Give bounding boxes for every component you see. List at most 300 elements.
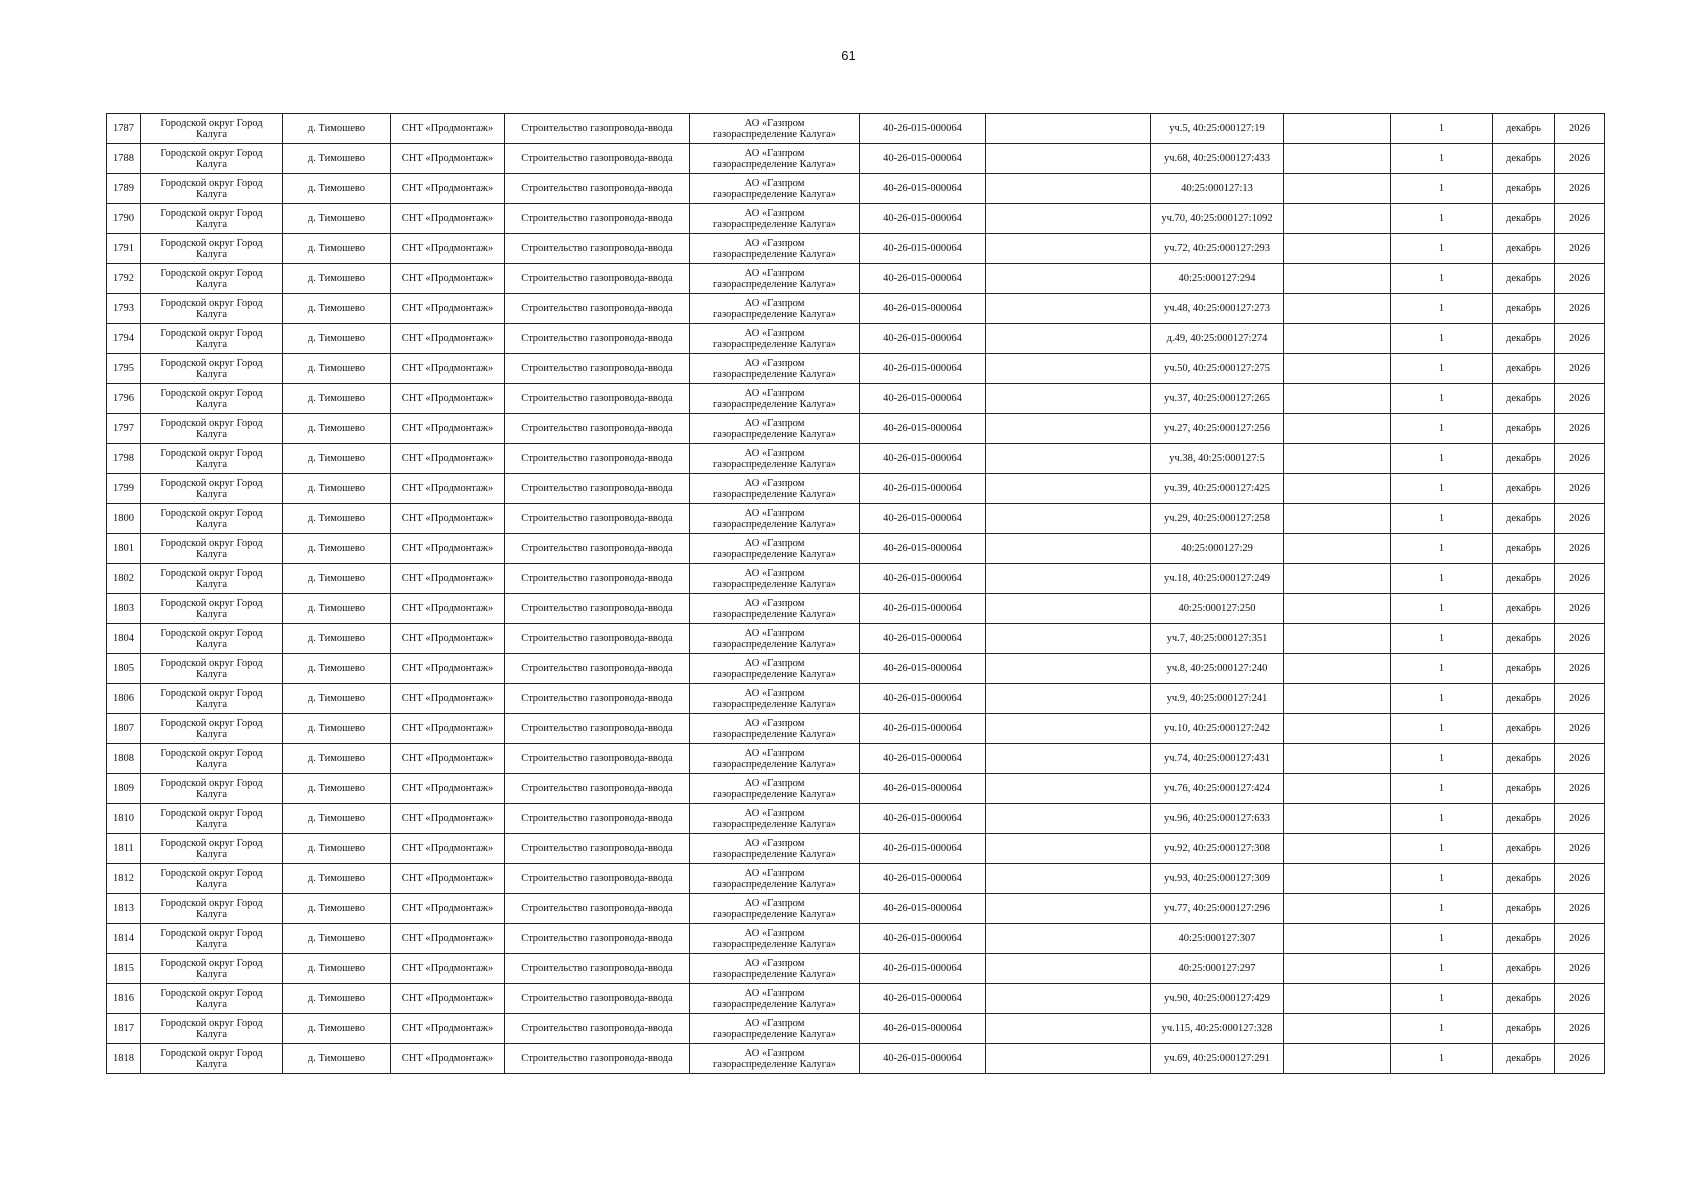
year-cell: 2026: [1555, 294, 1605, 324]
empty-cell: [1284, 1044, 1391, 1074]
district-cell-line1: Городской округ Город: [160, 867, 263, 879]
organization-cell: [690, 294, 860, 324]
work-type-cell: Строительство газопровода-ввода: [505, 624, 690, 654]
quantity-cell: 1: [1391, 1044, 1493, 1074]
quantity-cell: 1: [1391, 264, 1493, 294]
object-cell: СНТ «Продмонтаж»: [391, 864, 505, 894]
work-type-cell: Строительство газопровода-ввода: [505, 504, 690, 534]
program-code-cell: 40-26-015-000064: [860, 834, 986, 864]
work-type-cell: Строительство газопровода-ввода: [505, 444, 690, 474]
row-number-cell: 1796: [107, 384, 141, 414]
cadastral-number-cell: уч.48, 40:25:000127:273: [1151, 294, 1284, 324]
object-cell: СНТ «Продмонтаж»: [391, 924, 505, 954]
cadastral-number-cell: уч.69, 40:25:000127:291: [1151, 1044, 1284, 1074]
month-cell: декабрь: [1493, 984, 1555, 1014]
row-number-cell: 1810: [107, 804, 141, 834]
district-cell-line1: Городской округ Город: [160, 717, 263, 729]
organization-cell-line1: АО «Газпром: [744, 957, 805, 969]
district-cell-line1: Городской округ Город: [160, 387, 263, 399]
work-type-cell: Строительство газопровода-ввода: [505, 924, 690, 954]
empty-cell: [986, 384, 1151, 414]
cadastral-number-cell: уч.72, 40:25:000127:293: [1151, 234, 1284, 264]
table-row: [107, 564, 1605, 594]
object-cell: СНТ «Продмонтаж»: [391, 114, 505, 144]
settlement-cell: д. Тимошево: [283, 624, 391, 654]
district-cell-line2: Калуга: [195, 428, 228, 440]
quantity-cell: 1: [1391, 684, 1493, 714]
empty-cell: [1284, 534, 1391, 564]
table-row: [107, 504, 1605, 534]
quantity-cell: 1: [1391, 324, 1493, 354]
cadastral-number-cell: уч.93, 40:25:000127:309: [1151, 864, 1284, 894]
organization-cell-line1: АО «Газпром: [744, 1047, 805, 1059]
year-cell: 2026: [1555, 204, 1605, 234]
district-cell: [141, 324, 283, 354]
table-row: [107, 894, 1605, 924]
work-type-cell: Строительство газопровода-ввода: [505, 714, 690, 744]
month-cell: декабрь: [1493, 804, 1555, 834]
object-cell: СНТ «Продмонтаж»: [391, 324, 505, 354]
settlement-cell: д. Тимошево: [283, 474, 391, 504]
settlement-cell: д. Тимошево: [283, 654, 391, 684]
year-cell: 2026: [1555, 714, 1605, 744]
district-cell: [141, 564, 283, 594]
year-cell: 2026: [1555, 564, 1605, 594]
year-cell: 2026: [1555, 324, 1605, 354]
table-row: [107, 234, 1605, 264]
organization-cell: [690, 864, 860, 894]
district-cell-line2: Калуга: [195, 1028, 228, 1040]
district-cell-line1: Городской округ Город: [160, 747, 263, 759]
work-type-cell: Строительство газопровода-ввода: [505, 954, 690, 984]
program-code-cell: 40-26-015-000064: [860, 534, 986, 564]
district-cell: [141, 504, 283, 534]
empty-cell: [1284, 384, 1391, 414]
month-cell: декабрь: [1493, 504, 1555, 534]
settlement-cell: д. Тимошево: [283, 324, 391, 354]
year-cell: 2026: [1555, 984, 1605, 1014]
quantity-cell: 1: [1391, 144, 1493, 174]
program-code-cell: 40-26-015-000064: [860, 864, 986, 894]
district-cell: [141, 144, 283, 174]
district-cell: [141, 1014, 283, 1044]
row-number-cell: 1814: [107, 924, 141, 954]
organization-cell-line1: АО «Газпром: [744, 177, 805, 189]
row-number-cell: 1800: [107, 504, 141, 534]
settlement-cell: д. Тимошево: [283, 864, 391, 894]
district-cell: [141, 474, 283, 504]
object-cell: СНТ «Продмонтаж»: [391, 294, 505, 324]
cadastral-number-cell: уч.77, 40:25:000127:296: [1151, 894, 1284, 924]
empty-cell: [1284, 654, 1391, 684]
empty-cell: [1284, 954, 1391, 984]
table-row: [107, 144, 1605, 174]
quantity-cell: 1: [1391, 174, 1493, 204]
district-cell-line2: Калуга: [195, 1058, 228, 1070]
district-cell-line1: Городской округ Город: [160, 1017, 263, 1029]
work-type-cell: Строительство газопровода-ввода: [505, 594, 690, 624]
district-cell-line1: Городской округ Город: [160, 357, 263, 369]
district-cell-line2: Калуга: [195, 908, 228, 920]
organization-cell: [690, 114, 860, 144]
table-row: [107, 354, 1605, 384]
settlement-cell: д. Тимошево: [283, 504, 391, 534]
organization-cell-line1: АО «Газпром: [744, 597, 805, 609]
quantity-cell: 1: [1391, 504, 1493, 534]
empty-cell: [1284, 174, 1391, 204]
empty-cell: [1284, 924, 1391, 954]
work-type-cell: Строительство газопровода-ввода: [505, 354, 690, 384]
object-cell: СНТ «Продмонтаж»: [391, 144, 505, 174]
empty-cell: [1284, 294, 1391, 324]
program-code-cell: 40-26-015-000064: [860, 294, 986, 324]
program-code-cell: 40-26-015-000064: [860, 924, 986, 954]
organization-cell-line2: газораспределение Калуга»: [712, 728, 837, 740]
district-cell-line2: Калуга: [195, 788, 228, 800]
quantity-cell: 1: [1391, 774, 1493, 804]
object-cell: СНТ «Продмонтаж»: [391, 744, 505, 774]
organization-cell-line1: АО «Газпром: [744, 807, 805, 819]
work-type-cell: Строительство газопровода-ввода: [505, 834, 690, 864]
month-cell: декабрь: [1493, 144, 1555, 174]
empty-cell: [986, 684, 1151, 714]
organization-cell-line2: газораспределение Калуга»: [712, 758, 837, 770]
cadastral-number-cell: уч.29, 40:25:000127:258: [1151, 504, 1284, 534]
district-cell-line1: Городской округ Город: [160, 327, 263, 339]
district-cell-line2: Калуга: [195, 368, 228, 380]
organization-cell: [690, 264, 860, 294]
program-code-cell: 40-26-015-000064: [860, 264, 986, 294]
empty-cell: [986, 204, 1151, 234]
row-number-cell: 1793: [107, 294, 141, 324]
row-number-cell: 1804: [107, 624, 141, 654]
year-cell: 2026: [1555, 654, 1605, 684]
object-cell: СНТ «Продмонтаж»: [391, 984, 505, 1014]
work-type-cell: Строительство газопровода-ввода: [505, 534, 690, 564]
empty-cell: [1284, 504, 1391, 534]
row-number-cell: 1791: [107, 234, 141, 264]
quantity-cell: 1: [1391, 564, 1493, 594]
year-cell: 2026: [1555, 1044, 1605, 1074]
cadastral-number-cell: уч.76, 40:25:000127:424: [1151, 774, 1284, 804]
district-cell-line2: Калуга: [195, 458, 228, 470]
table-row: [107, 534, 1605, 564]
object-cell: СНТ «Продмонтаж»: [391, 654, 505, 684]
empty-cell: [1284, 324, 1391, 354]
table-row: [107, 684, 1605, 714]
row-number-cell: 1794: [107, 324, 141, 354]
quantity-cell: 1: [1391, 444, 1493, 474]
organization-cell-line2: газораспределение Калуга»: [712, 278, 837, 290]
organization-cell: [690, 204, 860, 234]
organization-cell-line2: газораспределение Калуга»: [712, 848, 837, 860]
empty-cell: [986, 264, 1151, 294]
district-cell: [141, 864, 283, 894]
table-row: [107, 924, 1605, 954]
settlement-cell: д. Тимошево: [283, 444, 391, 474]
row-number-cell: 1818: [107, 1044, 141, 1074]
organization-cell: [690, 624, 860, 654]
district-cell-line1: Городской округ Город: [160, 987, 263, 999]
quantity-cell: 1: [1391, 954, 1493, 984]
empty-cell: [1284, 444, 1391, 474]
table-row: [107, 984, 1605, 1014]
organization-cell-line2: газораспределение Калуга»: [712, 548, 837, 560]
organization-cell-line2: газораспределение Калуга»: [712, 128, 837, 140]
settlement-cell: д. Тимошево: [283, 984, 391, 1014]
month-cell: декабрь: [1493, 174, 1555, 204]
month-cell: декабрь: [1493, 714, 1555, 744]
empty-cell: [986, 924, 1151, 954]
program-code-cell: 40-26-015-000064: [860, 684, 986, 714]
row-number-cell: 1808: [107, 744, 141, 774]
object-cell: СНТ «Продмонтаж»: [391, 474, 505, 504]
month-cell: декабрь: [1493, 234, 1555, 264]
organization-cell: [690, 444, 860, 474]
table-row: [107, 264, 1605, 294]
year-cell: 2026: [1555, 504, 1605, 534]
cadastral-number-cell: уч.38, 40:25:000127:5: [1151, 444, 1284, 474]
organization-cell-line1: АО «Газпром: [744, 477, 805, 489]
object-cell: СНТ «Продмонтаж»: [391, 894, 505, 924]
program-code-cell: 40-26-015-000064: [860, 474, 986, 504]
organization-cell-line1: АО «Газпром: [744, 657, 805, 669]
district-cell-line2: Калуга: [195, 968, 228, 980]
month-cell: декабрь: [1493, 894, 1555, 924]
empty-cell: [1284, 594, 1391, 624]
settlement-cell: д. Тимошево: [283, 264, 391, 294]
organization-cell: [690, 174, 860, 204]
organization-cell-line2: газораспределение Калуга»: [712, 608, 837, 620]
program-code-cell: 40-26-015-000064: [860, 654, 986, 684]
year-cell: 2026: [1555, 954, 1605, 984]
organization-cell-line1: АО «Газпром: [744, 537, 805, 549]
organization-cell: [690, 534, 860, 564]
organization-cell: [690, 504, 860, 534]
row-number-cell: 1812: [107, 864, 141, 894]
district-cell-line2: Калуга: [195, 728, 228, 740]
organization-cell-line2: газораспределение Калуга»: [712, 368, 837, 380]
organization-cell-line1: АО «Газпром: [744, 687, 805, 699]
district-cell-line2: Калуга: [195, 398, 228, 410]
quantity-cell: 1: [1391, 924, 1493, 954]
district-cell: [141, 654, 283, 684]
quantity-cell: 1: [1391, 534, 1493, 564]
object-cell: СНТ «Продмонтаж»: [391, 1014, 505, 1044]
work-type-cell: Строительство газопровода-ввода: [505, 684, 690, 714]
organization-cell-line2: газораспределение Калуга»: [712, 698, 837, 710]
work-type-cell: Строительство газопровода-ввода: [505, 894, 690, 924]
object-cell: СНТ «Продмонтаж»: [391, 414, 505, 444]
organization-cell: [690, 954, 860, 984]
program-code-cell: 40-26-015-000064: [860, 624, 986, 654]
cadastral-number-cell: 40:25:000127:250: [1151, 594, 1284, 624]
month-cell: декабрь: [1493, 414, 1555, 444]
empty-cell: [1284, 714, 1391, 744]
object-cell: СНТ «Продмонтаж»: [391, 804, 505, 834]
empty-cell: [986, 474, 1151, 504]
organization-cell: [690, 144, 860, 174]
district-cell: [141, 354, 283, 384]
work-type-cell: Строительство газопровода-ввода: [505, 774, 690, 804]
settlement-cell: д. Тимошево: [283, 564, 391, 594]
cadastral-number-cell: уч.68, 40:25:000127:433: [1151, 144, 1284, 174]
table-row: [107, 744, 1605, 774]
work-type-cell: Строительство газопровода-ввода: [505, 654, 690, 684]
row-number-cell: 1816: [107, 984, 141, 1014]
organization-cell-line1: АО «Газпром: [744, 927, 805, 939]
district-cell-line2: Калуга: [195, 518, 228, 530]
empty-cell: [986, 714, 1151, 744]
district-cell-line2: Калуга: [195, 818, 228, 830]
organization-cell-line1: АО «Газпром: [744, 717, 805, 729]
program-code-cell: 40-26-015-000064: [860, 204, 986, 234]
table-row: [107, 774, 1605, 804]
program-code-cell: 40-26-015-000064: [860, 594, 986, 624]
organization-cell: [690, 744, 860, 774]
organization-cell-line1: АО «Газпром: [744, 747, 805, 759]
district-cell-line2: Калуга: [195, 248, 228, 260]
empty-cell: [986, 1014, 1151, 1044]
work-type-cell: Строительство газопровода-ввода: [505, 864, 690, 894]
organization-cell-line1: АО «Газпром: [744, 117, 805, 129]
organization-cell: [690, 1044, 860, 1074]
empty-cell: [986, 234, 1151, 264]
empty-cell: [986, 564, 1151, 594]
year-cell: 2026: [1555, 384, 1605, 414]
table-row: [107, 324, 1605, 354]
district-cell-line2: Калуга: [195, 308, 228, 320]
empty-cell: [1284, 894, 1391, 924]
quantity-cell: 1: [1391, 234, 1493, 264]
district-cell-line2: Калуга: [195, 848, 228, 860]
object-cell: СНТ «Продмонтаж»: [391, 594, 505, 624]
organization-cell-line1: АО «Газпром: [744, 447, 805, 459]
empty-cell: [986, 804, 1151, 834]
program-code-cell: 40-26-015-000064: [860, 354, 986, 384]
district-cell: [141, 594, 283, 624]
empty-cell: [1284, 564, 1391, 594]
district-cell-line1: Городской округ Город: [160, 177, 263, 189]
row-number-cell: 1809: [107, 774, 141, 804]
object-cell: СНТ «Продмонтаж»: [391, 174, 505, 204]
district-cell-line2: Калуга: [195, 278, 228, 290]
table-row: [107, 174, 1605, 204]
empty-cell: [986, 624, 1151, 654]
settlement-cell: д. Тимошево: [283, 354, 391, 384]
organization-cell-line1: АО «Газпром: [744, 627, 805, 639]
month-cell: декабрь: [1493, 594, 1555, 624]
district-cell: [141, 744, 283, 774]
row-number-cell: 1802: [107, 564, 141, 594]
organization-cell: [690, 894, 860, 924]
organization-cell-line1: АО «Газпром: [744, 897, 805, 909]
empty-cell: [1284, 204, 1391, 234]
district-cell: [141, 804, 283, 834]
year-cell: 2026: [1555, 444, 1605, 474]
organization-cell-line2: газораспределение Калуга»: [712, 878, 837, 890]
district-cell-line1: Городской округ Город: [160, 687, 263, 699]
cadastral-number-cell: 40:25:000127:307: [1151, 924, 1284, 954]
district-cell-line2: Калуга: [195, 938, 228, 950]
empty-cell: [1284, 414, 1391, 444]
organization-cell-line1: АО «Газпром: [744, 1017, 805, 1029]
district-cell-line2: Калуга: [195, 488, 228, 500]
work-type-cell: Строительство газопровода-ввода: [505, 474, 690, 504]
program-code-cell: 40-26-015-000064: [860, 714, 986, 744]
organization-cell-line2: газораспределение Калуга»: [712, 818, 837, 830]
district-cell: [141, 624, 283, 654]
district-cell-line1: Городской округ Город: [160, 447, 263, 459]
empty-cell: [1284, 354, 1391, 384]
year-cell: 2026: [1555, 234, 1605, 264]
month-cell: декабрь: [1493, 204, 1555, 234]
work-type-cell: Строительство газопровода-ввода: [505, 144, 690, 174]
organization-cell-line1: АО «Газпром: [744, 147, 805, 159]
organization-cell-line2: газораспределение Калуга»: [712, 638, 837, 650]
organization-cell-line2: газораспределение Калуга»: [712, 938, 837, 950]
row-number-cell: 1792: [107, 264, 141, 294]
district-cell-line2: Калуга: [195, 578, 228, 590]
month-cell: декабрь: [1493, 684, 1555, 714]
row-number-cell: 1806: [107, 684, 141, 714]
table-row: [107, 474, 1605, 504]
year-cell: 2026: [1555, 174, 1605, 204]
organization-cell-line2: газораспределение Калуга»: [712, 578, 837, 590]
year-cell: 2026: [1555, 834, 1605, 864]
row-number-cell: 1813: [107, 894, 141, 924]
object-cell: СНТ «Продмонтаж»: [391, 264, 505, 294]
empty-cell: [986, 594, 1151, 624]
organization-cell-line2: газораспределение Калуга»: [712, 428, 837, 440]
object-cell: СНТ «Продмонтаж»: [391, 234, 505, 264]
district-cell-line1: Городской округ Город: [160, 597, 263, 609]
table-row: [107, 834, 1605, 864]
organization-cell-line1: АО «Газпром: [744, 777, 805, 789]
district-cell-line1: Городской округ Город: [160, 657, 263, 669]
settlement-cell: д. Тимошево: [283, 924, 391, 954]
row-number-cell: 1797: [107, 414, 141, 444]
quantity-cell: 1: [1391, 294, 1493, 324]
year-cell: 2026: [1555, 474, 1605, 504]
organization-cell: [690, 234, 860, 264]
program-code-cell: 40-26-015-000064: [860, 444, 986, 474]
program-code-cell: 40-26-015-000064: [860, 774, 986, 804]
quantity-cell: 1: [1391, 414, 1493, 444]
month-cell: декабрь: [1493, 624, 1555, 654]
empty-cell: [986, 354, 1151, 384]
row-number-cell: 1788: [107, 144, 141, 174]
settlement-cell: д. Тимошево: [283, 414, 391, 444]
cadastral-number-cell: 40:25:000127:297: [1151, 954, 1284, 984]
month-cell: декабрь: [1493, 774, 1555, 804]
organization-cell: [690, 1014, 860, 1044]
organization-cell-line2: газораспределение Калуга»: [712, 1058, 837, 1070]
district-cell: [141, 414, 283, 444]
district-cell-line2: Калуга: [195, 338, 228, 350]
object-cell: СНТ «Продмонтаж»: [391, 204, 505, 234]
cadastral-number-cell: д.49, 40:25:000127:274: [1151, 324, 1284, 354]
year-cell: 2026: [1555, 594, 1605, 624]
district-cell-line2: Калуга: [195, 218, 228, 230]
work-type-cell: Строительство газопровода-ввода: [505, 804, 690, 834]
table-row: [107, 204, 1605, 234]
district-cell: [141, 174, 283, 204]
year-cell: 2026: [1555, 414, 1605, 444]
program-code-cell: 40-26-015-000064: [860, 324, 986, 354]
program-code-cell: 40-26-015-000064: [860, 144, 986, 174]
settlement-cell: д. Тимошево: [283, 804, 391, 834]
